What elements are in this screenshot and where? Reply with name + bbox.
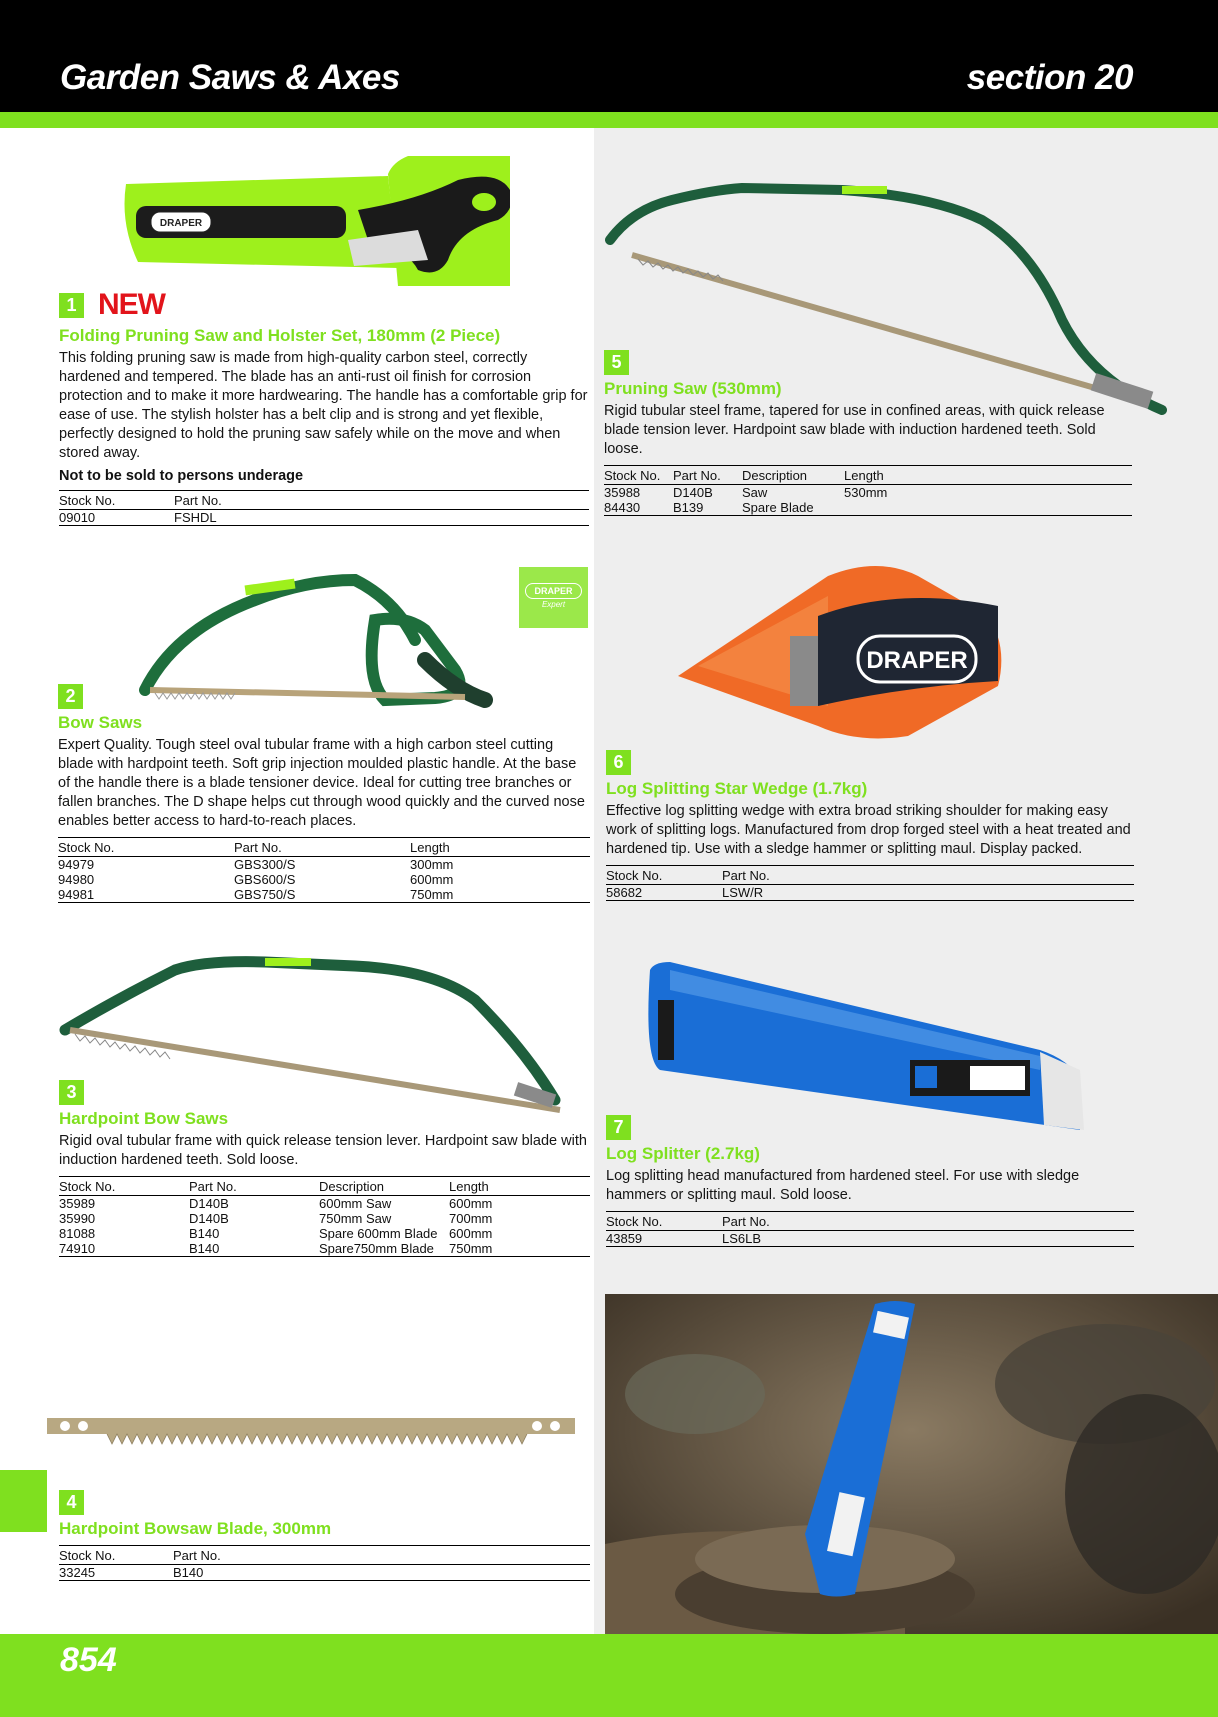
product-number: 1 — [59, 293, 84, 318]
table-cell — [844, 500, 1132, 516]
table-cell: FSHDL — [174, 510, 589, 526]
product-number: 6 — [606, 750, 631, 775]
spec-table — [604, 465, 1132, 516]
table-cell: B140 — [189, 1226, 220, 1241]
table-cell: 700mm — [449, 1211, 493, 1226]
table-cell: 81088 — [59, 1226, 96, 1241]
draper-expert-logo — [519, 567, 588, 628]
table-cell: 600mm — [449, 1196, 493, 1211]
header-accent-bar — [0, 112, 1218, 128]
col-header: Part No. — [173, 1546, 590, 1565]
table-cell: 58682 — [606, 885, 722, 901]
spec-table — [606, 1211, 1134, 1247]
spec-table — [59, 490, 589, 526]
expert-label: Expert — [541, 600, 566, 609]
col-header: Part No. — [722, 866, 1134, 885]
product-6 — [606, 750, 1134, 901]
product-number: 7 — [606, 1115, 631, 1140]
bowsaw-blade-image — [47, 1414, 577, 1450]
log-splitter-image — [640, 960, 1104, 1135]
col-header: Stock No. — [59, 1546, 173, 1565]
product-description: Rigid tubular steel frame, tapered for use in confined areas, with quick release blade tension lever. Hardpoint saw blade with induction hardened teeth. Sold loose. — [604, 403, 1105, 457]
table-cell: GBS300/S — [234, 857, 296, 872]
table-cell: GBS600/S — [234, 872, 296, 887]
table-cell: D140B — [673, 485, 713, 500]
col-header: Part No. — [234, 838, 410, 857]
table-cell: 750mm — [449, 1241, 590, 1257]
table-cell: 600mm — [449, 1226, 493, 1241]
table-cell: 33245 — [59, 1565, 173, 1581]
table-cell: 600mm Saw — [319, 1196, 392, 1211]
age-warning: Not to be sold to persons underage — [59, 468, 304, 484]
draper-logo-text: DRAPER — [159, 218, 203, 229]
table-cell: LS6LB — [722, 1231, 1134, 1247]
table-cell: 94980 — [58, 872, 95, 887]
product-title: Log Splitting Star Wedge (1.7kg) — [606, 779, 868, 798]
col-header: Length — [410, 838, 590, 857]
spec-table — [606, 865, 1134, 901]
col-header: Stock No. — [606, 866, 722, 885]
pruning-saw-holster-image — [118, 150, 510, 288]
col-header: Stock No. — [59, 491, 174, 510]
table-cell: 35988 — [604, 485, 641, 500]
col-header: Part No. — [189, 1177, 319, 1196]
col-header: Stock No. — [606, 1212, 722, 1231]
table-cell: 600mm — [410, 872, 454, 887]
table-cell: 530mm — [844, 485, 888, 500]
product-number: 2 — [58, 684, 83, 709]
draper-logo-text: DRAPER — [866, 647, 968, 674]
table-cell: 35990 — [59, 1211, 96, 1226]
side-tab — [0, 1470, 47, 1532]
product-5 — [604, 350, 1132, 516]
product-description: This folding pruning saw is made from high-quality carbon steel, correctly hardened and tempered. The blade has an anti-rust oil finish for corrosion protection and to make it more hardwearing. The handle has a comfortable grip for ease of use. The stylish holster has a belt clip and is strong and yet flexible, perfectly designed to hold the pruning saw safely while on the move and when stored away. — [59, 350, 588, 461]
table-cell: 300mm — [410, 857, 454, 872]
product-2 — [58, 684, 590, 903]
section-number: section 20 — [966, 58, 1133, 97]
table-cell: B139 — [673, 500, 742, 516]
product-title: Log Splitter (2.7kg) — [606, 1144, 760, 1163]
table-cell: LSW/R — [722, 885, 1134, 901]
product-1 — [59, 288, 589, 526]
product-title: Hardpoint Bowsaw Blade, 300mm — [59, 1519, 332, 1538]
log-splitter-in-use-photo — [605, 1294, 1218, 1634]
draper-logo-text: DRAPER — [525, 583, 582, 599]
product-description: Expert Quality. Tough steel oval tubular frame with a high carbon steel cutting blade with hardpoint teeth. Soft grip injection moulded plastic handle. At the base of the handle there is a blade tensioner device. Ideal for cutting tree branches or fallen branches. The D shape helps cut through wood quickly and the curved nose enables better access to hard-to-reach places. — [58, 737, 585, 829]
table-cell: 750mm — [410, 887, 590, 903]
spec-table — [58, 837, 590, 903]
product-title: Bow Saws — [58, 713, 143, 732]
product-3 — [59, 1080, 590, 1257]
table-cell: Spare 600mm Blade — [319, 1226, 438, 1241]
product-number: 5 — [604, 350, 629, 375]
table-cell: 84430 — [604, 500, 673, 516]
col-header: Length — [844, 466, 1132, 485]
product-title: Hardpoint Bow Saws — [59, 1109, 229, 1128]
col-header: Length — [449, 1177, 590, 1196]
col-header: Part No. — [174, 491, 589, 510]
table-cell: D140B — [189, 1211, 229, 1226]
col-header: Stock No. — [604, 466, 673, 485]
col-header: Stock No. — [59, 1177, 189, 1196]
product-7 — [606, 1115, 1134, 1247]
product-number: 4 — [59, 1490, 84, 1515]
table-cell: 750mm Saw — [319, 1211, 392, 1226]
product-number: 3 — [59, 1080, 84, 1105]
col-header: Stock No. — [58, 838, 234, 857]
table-cell: 35989 — [59, 1196, 96, 1211]
product-title: Folding Pruning Saw and Holster Set, 180mm (2 Piece) — [59, 326, 501, 345]
table-cell: D140B — [189, 1196, 229, 1211]
col-header: Description — [319, 1177, 449, 1196]
table-cell: B140 — [189, 1241, 319, 1257]
product-description: Log splitting head manufactured from hardened steel. For use with sledge hammers or splitting maul. Sold loose. — [606, 1168, 1080, 1203]
product-description: Rigid oval tubular frame with quick release tension lever. Hardpoint saw blade with induction hardened teeth. Sold loose. — [59, 1133, 587, 1168]
product-title: Pruning Saw (530mm) — [604, 379, 782, 398]
table-cell: 43859 — [606, 1231, 722, 1247]
table-cell: 94981 — [58, 887, 234, 903]
table-cell: Spare Blade — [742, 500, 844, 516]
spec-table — [59, 1545, 590, 1581]
col-header: Part No. — [722, 1212, 1134, 1231]
spec-table — [59, 1176, 590, 1257]
table-cell: 09010 — [59, 510, 174, 526]
page-number: 854 — [60, 1641, 117, 1679]
section-title: Garden Saws & Axes — [60, 58, 400, 97]
table-cell: Saw — [742, 485, 768, 500]
table-cell: B140 — [173, 1565, 590, 1581]
table-cell: 74910 — [59, 1241, 189, 1257]
product-description: Effective log splitting wedge with extra broad striking shoulder for making easy work of splitting logs. Manufactured from drop forged steel with a heat treated and hardened tip. Use with a sledge hammer or splitting maul. Display packed. — [606, 803, 1131, 857]
col-header: Part No. — [673, 466, 742, 485]
table-cell: 94979 — [58, 857, 95, 872]
page-footer — [0, 1634, 1218, 1717]
new-badge: NEW — [98, 288, 165, 321]
star-wedge-image — [678, 556, 1014, 746]
table-cell: Spare750mm Blade — [319, 1241, 449, 1257]
col-header: Description — [742, 466, 844, 485]
product-4 — [59, 1490, 590, 1581]
table-cell: GBS750/S — [234, 887, 410, 903]
